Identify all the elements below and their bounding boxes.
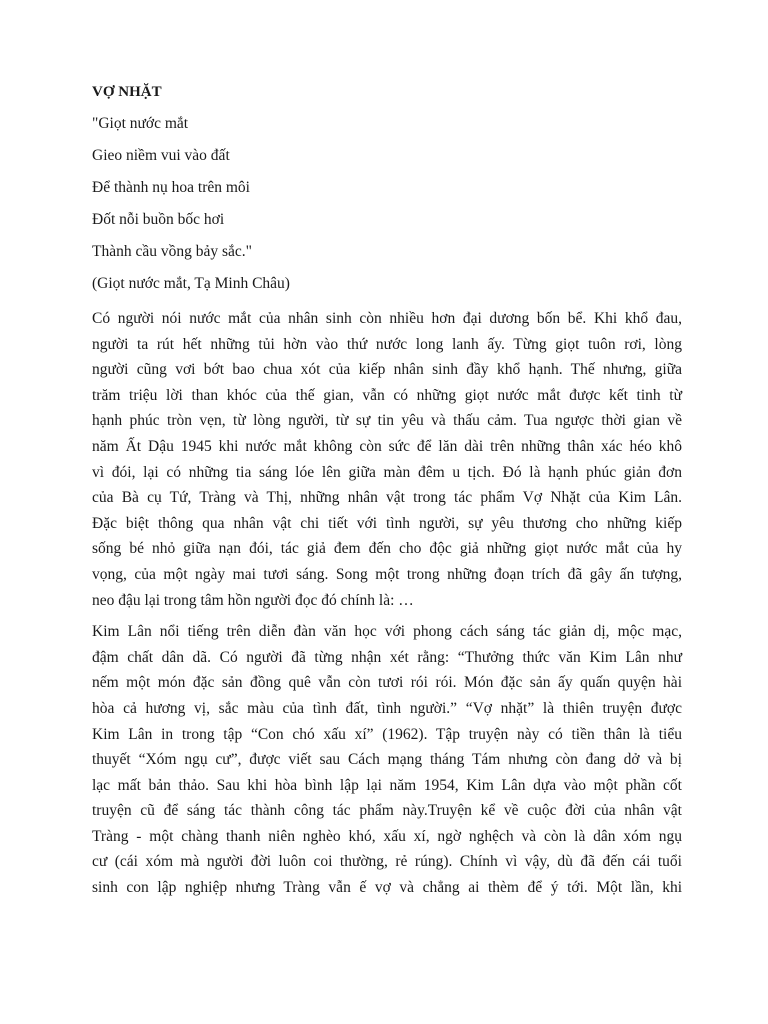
poem-line: Để thành nụ hoa trên môi — [92, 179, 250, 196]
text-line: trăm triệu lời than khóc của thế gian, vẫn có những giọt nước mắt được kết tinh từ — [92, 386, 682, 404]
paragraph-2 — [92, 619, 682, 901]
text-line: vì đói, lại có những tia sáng lóe lên giữa màn đêm u tịch. Đó là hạnh phúc giản đơn — [92, 463, 682, 481]
poem-citation: (Giọt nước mắt, Tạ Minh Châu) — [92, 275, 290, 292]
text-line: hòa cả hương vị, sắc màu của tình đất, tình người.” “Vợ nhặt” là thiên truyện được — [92, 699, 682, 717]
poem — [92, 114, 682, 294]
text-line: cư (cái xóm mà người đời luôn coi thường, rẻ rúng). Chính vì vậy, dù đã đến cái tuổi — [92, 853, 682, 871]
text-line: năm Ất Dậu 1945 khi nước mắt không còn sức để lăn dài trên những thân xác héo khô — [92, 437, 682, 455]
text-line: nếm một món đặc sản đồng quê vẫn còn tươi rói rói. Món đặc sản ấy quấn quyện hài — [92, 674, 682, 692]
text-line: truyện cũ để sáng tác thành công tác phẩm này.Truyện kể về cuộc đời của nhân vật — [92, 802, 682, 820]
text-line: Có người nói nước mắt của nhân sinh còn nhiều hơn đại dương bốn bể. Khi khổ đau, — [92, 310, 682, 327]
poem-line: Thành cầu vồng bảy sắc." — [92, 243, 252, 260]
text-line: Tràng - một chàng thanh niên nghèo khó, xấu xí, ngờ nghệch và còn là dân xóm ngụ — [92, 827, 682, 845]
text-line: thuyết “Xóm ngụ cư”, được viết sau Cách mạng tháng Tám nhưng còn đang dở và bị — [92, 751, 682, 769]
poem-line: Đốt nỗi buồn bốc hơi — [92, 211, 225, 228]
poem-line: "Giọt nước mắt — [92, 115, 189, 132]
text-line: Kim Lân nổi tiếng trên diễn đàn văn học với phong cách sáng tác giản dị, mộc mạc, — [92, 623, 682, 641]
text-line: neo đậu lại trong tâm hồn người đọc đó chính là: … — [92, 591, 414, 609]
text-line: người ta rút hết những tủi hờn vào thứ nước long lanh ấy. Từng giọt tuôn rơi, lòng — [92, 335, 682, 353]
text-line: hạnh phúc tròn vẹn, từ lòng người, từ sự tin yêu và thấu cảm. Tua ngược thời gian về — [92, 412, 682, 430]
text-line: Kim Lân in trong tập “Con chó xấu xí” (1962). Tập truyện này có tiền thân là tiểu — [92, 725, 682, 743]
text-line: người cũng vơi bớt bao chua xót của kiếp nhân sinh đầy khổ hạnh. Thế nhưng, giữa — [92, 361, 682, 379]
text-line: sinh con lập nghiệp nhưng Tràng vẫn ế vợ và chẳng ai thèm để ý tới. Một lần, khi — [92, 879, 682, 897]
text-line: sống bé nhỏ giữa nạn đói, tác giả đem đến cho độc giả những giọt nước mắt của hy — [92, 540, 682, 558]
text-line: đậm chất dân dã. Có người đã từng nhận xét rằng: “Thưởng thức văn Kim Lân như — [92, 648, 682, 666]
text-line: lạc mất bản thảo. Sau khi hòa bình lập lại năm 1954, Kim Lân dựa vào một phần cốt — [92, 776, 682, 794]
paragraph-1 — [92, 306, 682, 613]
document-title: VỢ NHẶT — [92, 84, 162, 100]
text-line: vọng, của một ngày mai tươi sáng. Song một trong những đoạn trích đã gây ấn tượng, — [92, 565, 682, 583]
poem-line: Gieo niềm vui vào đất — [92, 147, 230, 164]
document-page — [92, 82, 682, 907]
text-line: của Bà cụ Tứ, Tràng và Thị, những nhân vật trong tác phẩm Vợ Nhặt của Kim Lân. — [92, 489, 682, 507]
text-line: Đặc biệt thông qua nhân vật chi tiết với tình người, sự yêu thương cho những kiếp — [92, 514, 682, 532]
